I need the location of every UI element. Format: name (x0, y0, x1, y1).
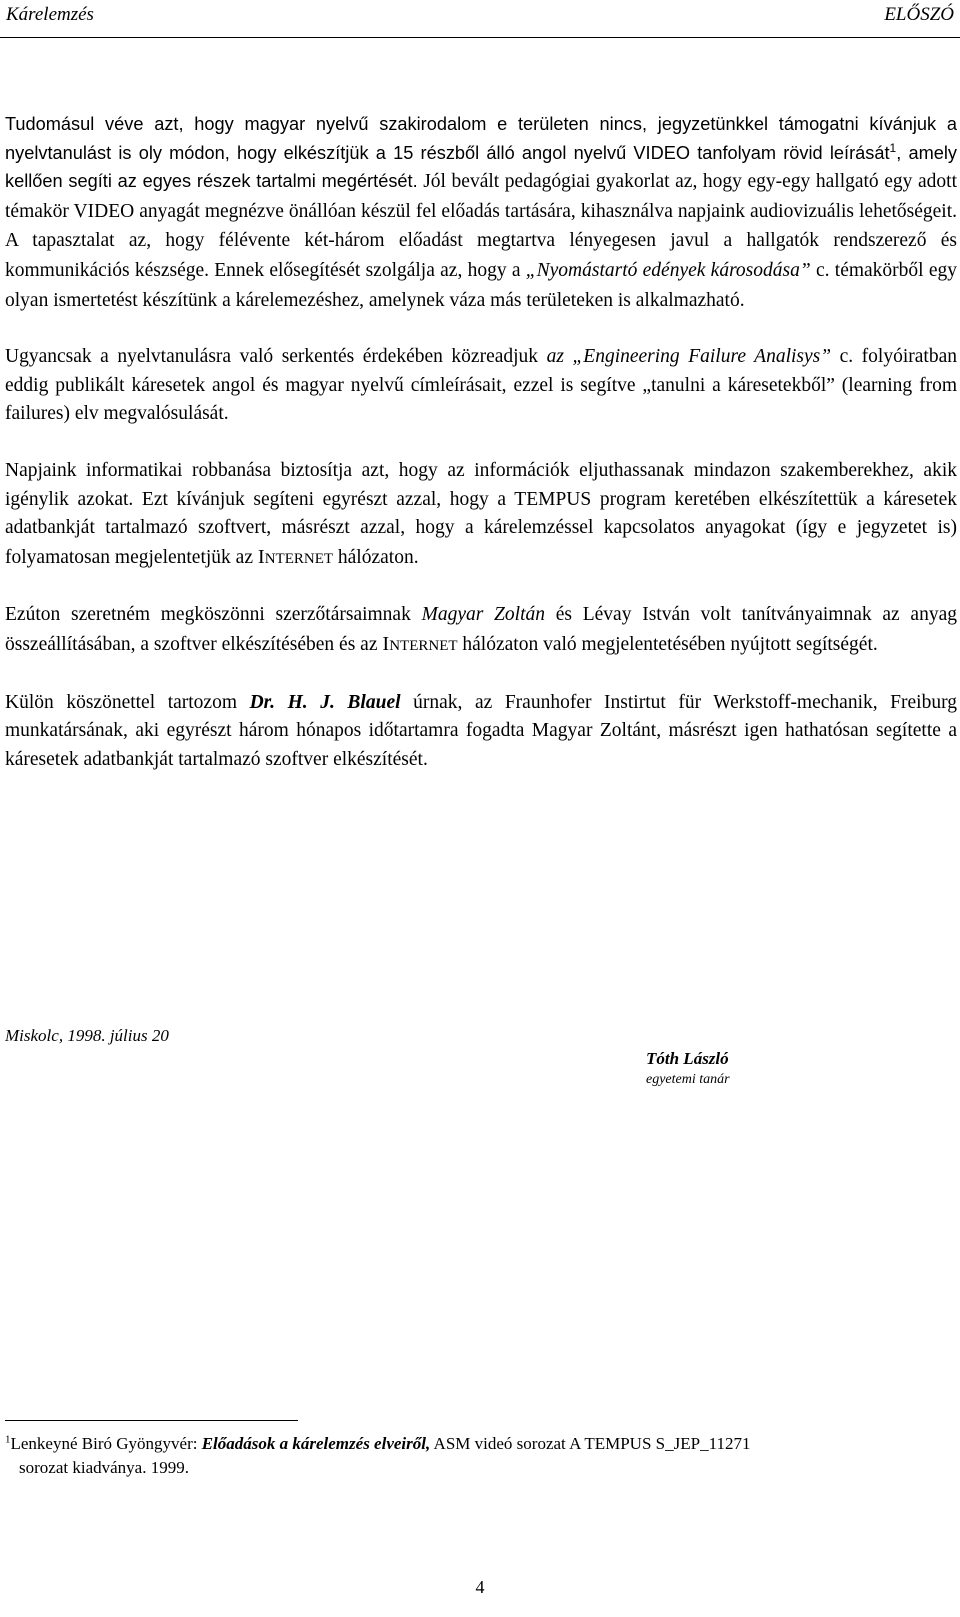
italic-name: Magyar Zoltán (421, 604, 545, 626)
footnote-rule (5, 1420, 298, 1421)
footnote-reference[interactable]: 1 (889, 140, 897, 155)
running-header-right: ELŐSZÓ (884, 4, 954, 25)
page-number: 4 (475, 1577, 485, 1597)
paragraph-5: Külön köszönettel tartozom Dr. H. J. Blauel úrnak, az Fraunhofer Instirtut für Werkstoff-mechanik, Freiburg munkatársának, aki egyrészt három hónapos időtartamra fogadta Magyar Zoltánt, másrészt igen hathatósan segítette a káresetek adatbankját tartalmazó szoftver elkészítését. (5, 691, 957, 770)
signer-title: egyetemi tanár (646, 1072, 730, 1087)
italic-title: „Nyomástartó edények károsodása” (525, 259, 811, 281)
running-header-left: Kárelemzés (6, 4, 94, 25)
paragraph-2: Ugyancsak a nyelvtanulásra való serkentés érdekében közreadjuk az „Engineering Failure Analisys” c. folyóiratban eddig publikált káresetek angol és magyar nyelvű címleírásait, ezzel is segítve „tanulni a káresetekből” (learning from failures) elv megvalósulását. (5, 346, 957, 425)
paragraph-4: Ezúton szeretném megköszönni szerzőtársaimnak Magyar Zoltán és Lévay István volt tanítványaimnak az anyag összeállításában, a szoftver elkészítésében és az INTERNET hálózaton való megjelentetésében nyújtott segítségét. (5, 604, 957, 655)
footnote-mark: 1 (5, 1433, 11, 1446)
bold-italic-name: Dr. H. J. Blauel (249, 691, 401, 713)
footnote-line-2: sorozat kiadványa. 1999. (19, 1458, 189, 1477)
paragraph-3: Napjaink informatikai robbanása biztosítja azt, hogy az információk eljuthassanak mindazon szakemberekhez, akik igénylik azokat. Ezt kívánjuk segíteni egyrészt azzal, hogy a TEMPUS program keretében elkészítettük a káresetek adatbankját tartalmazó szoftvert, másrészt azzal, hogy a kárelemzéssel kapcsolatos anyagokat (így e jegyzetet is) folyamatosan megjelentetjük az INTERNET hálózaton. (5, 459, 957, 568)
italic-journal-title: az „Engineering Failure Analisys” (546, 346, 832, 368)
signer-name: Tóth László (646, 1049, 729, 1068)
body-text (5, 110, 957, 802)
header-rule (0, 37, 960, 38)
footnote: $^1$Lenkeyné Biró Gyöngyvér: Előadások a kárelemzés elveiről, ASM videó sorozat A TEMPUS S_JEP_11271 sorozat kiadványa. 1999. (5, 1432, 925, 1480)
place-date: Miskolc, 1998. július 20 (5, 1026, 169, 1045)
paragraph-1: Tudomásul véve azt, hogy magyar nyelvű szakirodalom e területen nincs, jegyzetünkkel támogatni kívánjuk a nyelvtanulást is oly módon, hogy elkészítjük a 15 részből álló angol nyelvű VIDEO tanfolyam rövid leírását$^1$, amely kellően segíti az egyes részek tartalmi megértését. Jól bevált pedagógiai gyakorlat az, hogy egy-egy hallgató egy adott témakör VIDEO anyagát megnézve önállóan készül fel előadás tartására, kihasználva napjaink audiovizuális lehetőségeit. A tapasztalat az, hogy félévente két-három előadást megtartva lényegesen javul a hallgatók rendszerező és kommunikációs készsége. Ennek elősegítését szolgálja az, hogy a „Nyomástartó edények károsodása” c. témakörből egy olyan ismertetést készítünk a kárelemezéshez, amelynek váza más területeken is alkalmazható. (5, 114, 957, 311)
signature-block (646, 1048, 730, 1090)
footnote-title: Előadások a kárelemzés elveiről, (201, 1434, 431, 1453)
